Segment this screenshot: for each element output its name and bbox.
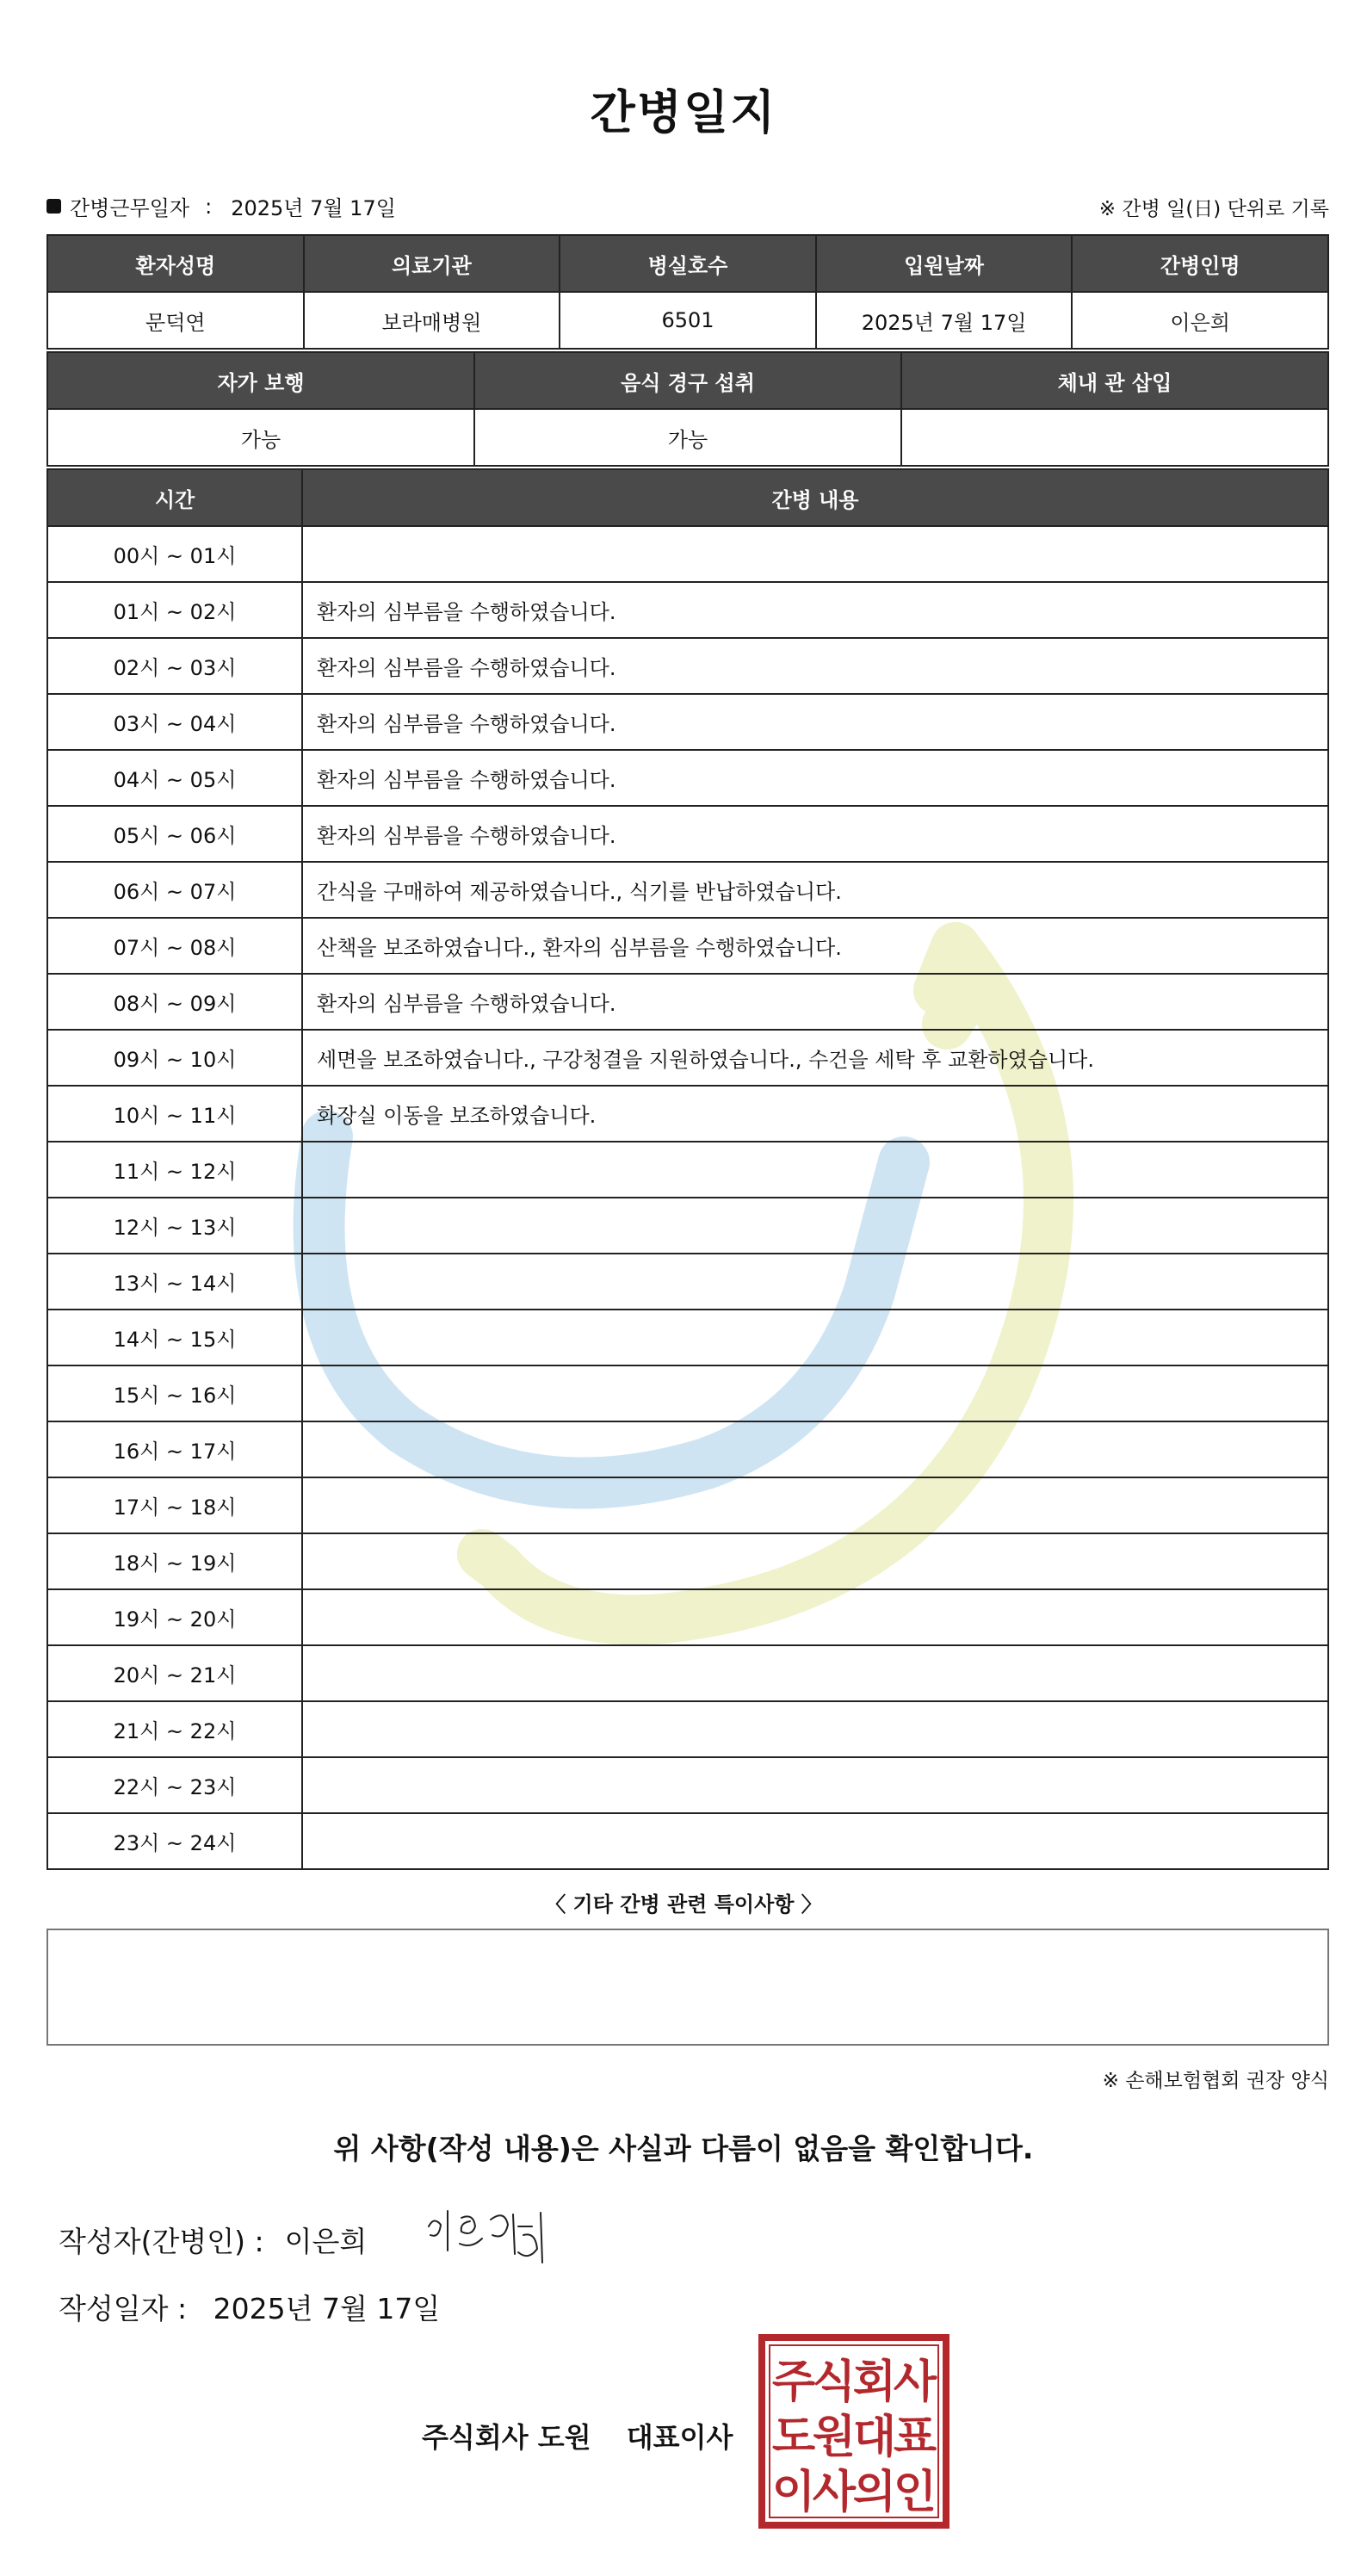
seal-character: 표 [893,2412,937,2463]
seal-character: 주 [771,2356,816,2408]
time-slot: 18시 ~ 19시 [47,1533,302,1589]
time-slot: 12시 ~ 13시 [47,1198,302,1254]
patient-status-table [46,351,1329,467]
time-slot: 21시 ~ 22시 [47,1701,302,1757]
header-care-content: 간병 내용 [302,469,1328,526]
company-title: 대표이사 [626,2421,733,2454]
care-content: 환자의 심부름을 수행하였습니다. [302,582,1328,638]
writer-name: 이은희 [284,2225,368,2258]
table-row [47,1645,1328,1701]
seal-character: 회 [852,2356,897,2408]
table-row [47,1030,1328,1086]
care-content: 화장실 이동을 보조하였습니다. [302,1086,1328,1142]
work-date-colon: : [205,194,213,219]
table-row [47,806,1328,862]
table-row [47,638,1328,694]
seal-character: 이 [771,2467,816,2518]
table-row [47,974,1328,1030]
square-bullet-icon [46,199,61,214]
care-content [302,1477,1328,1533]
care-content [302,1198,1328,1254]
seal-character: 사 [812,2467,857,2518]
time-slot: 19시 ~ 20시 [47,1589,302,1645]
table-row [47,1533,1328,1589]
room-number: 6501 [560,292,816,349]
special-notes-box [46,1929,1329,2046]
time-slot: 05시 ~ 06시 [47,806,302,862]
header-caregiver: 간병인명 [1072,235,1328,292]
table-row [47,1365,1328,1421]
form-note: ※ 손해보험협회 권장 양식 [1102,2070,1329,2092]
time-slot: 15시 ~ 16시 [47,1365,302,1421]
seal-character: 사 [893,2356,937,2408]
work-date [46,191,396,221]
care-content [302,1589,1328,1645]
care-content: 산책을 보조하였습니다., 환자의 심부름을 수행하였습니다. [302,918,1328,974]
table-row [47,918,1328,974]
care-content: 환자의 심부름을 수행하였습니다. [302,750,1328,806]
company-line [422,2416,733,2455]
time-slot: 02시 ~ 03시 [47,638,302,694]
time-slot: 16시 ~ 17시 [47,1421,302,1477]
care-log-table [46,468,1329,1870]
writer-label: 작성자(간병인) : [59,2225,264,2258]
table-row [47,1310,1328,1365]
seal-character: 인 [893,2467,937,2518]
time-slot: 22시 ~ 23시 [47,1757,302,1813]
care-content: 간식을 구매하여 제공하였습니다., 식기를 반납하였습니다. [302,862,1328,918]
writer-line [59,2220,367,2260]
header-self-walking: 자가 보행 [47,352,474,409]
written-date-value: 2025년 7월 17일 [213,2292,441,2325]
oral-intake-value: 가능 [474,409,901,466]
table-row [47,582,1328,638]
time-slot: 08시 ~ 09시 [47,974,302,1030]
time-slot: 03시 ~ 04시 [47,694,302,750]
page-title: 간병일지 [590,85,777,139]
hospital-name: 보라매병원 [304,292,560,349]
seal-character: 도 [771,2412,816,2463]
patient-name: 문덕연 [47,292,304,349]
table-row [47,1421,1328,1477]
time-slot: 20시 ~ 21시 [47,1645,302,1701]
time-slot: 17시 ~ 18시 [47,1477,302,1533]
confirmation-statement: 위 사항(작성 내용)은 사실과 다름이 없음을 확인합니다. [333,2132,1034,2165]
table-row [47,862,1328,918]
care-content: 세면을 보조하였습니다., 구강청결을 지원하였습니다., 수건을 세탁 후 교환하였습니다. [302,1030,1328,1086]
unit-note: ※ 간병 일(日) 단위로 기록 [1098,198,1329,220]
care-content [302,526,1328,582]
time-slot: 07시 ~ 08시 [47,918,302,974]
care-content [302,1365,1328,1421]
care-content [302,1142,1328,1198]
seal-character: 의 [852,2467,897,2518]
table-row [47,1142,1328,1198]
time-slot: 23시 ~ 24시 [47,1813,302,1869]
care-content [302,1310,1328,1365]
table-row [47,1477,1328,1533]
table-row [47,694,1328,750]
table-row [47,1198,1328,1254]
care-log-header-row [47,469,1328,526]
admission-date: 2025년 7월 17일 [816,292,1073,349]
table-row [47,1254,1328,1310]
header-admission-date: 입원날짜 [816,235,1073,292]
written-date-label: 작성일자 : [59,2292,188,2325]
time-slot: 04시 ~ 05시 [47,750,302,806]
header-room: 병실호수 [560,235,816,292]
work-date-value: 2025년 7월 17일 [231,196,396,220]
table-row [47,750,1328,806]
status-header-row [47,352,1328,409]
written-date-line [59,2287,440,2327]
time-slot: 00시 ~ 01시 [47,526,302,582]
tube-insertion-value [901,409,1328,466]
time-slot: 01시 ~ 02시 [47,582,302,638]
seal-character: 대 [852,2412,897,2463]
time-slot: 14시 ~ 15시 [47,1310,302,1365]
care-content [302,1533,1328,1589]
header-tube-insertion: 체내 관 삽입 [901,352,1328,409]
table-row [47,1813,1328,1869]
care-content [302,1701,1328,1757]
time-slot: 06시 ~ 07시 [47,862,302,918]
patient-info-header-row [47,235,1328,292]
care-content [302,1645,1328,1701]
care-content [302,1757,1328,1813]
table-row [47,1086,1328,1142]
patient-info-table [46,234,1329,350]
status-value-row [47,409,1328,466]
company-seal-stamp [758,2333,950,2530]
header-hospital: 의료기관 [304,235,560,292]
care-content [302,1813,1328,1869]
caregiver-name: 이은희 [1072,292,1328,349]
table-row [47,1589,1328,1645]
table-row [47,526,1328,582]
care-content [302,1421,1328,1477]
company-name: 주식회사 도원 [422,2421,591,2454]
time-slot: 11시 ~ 12시 [47,1142,302,1198]
time-slot: 13시 ~ 14시 [47,1254,302,1310]
special-notes-title: 〈 기타 간병 관련 특이사항 〉 [545,1892,822,1917]
patient-info-value-row [47,292,1328,349]
care-content: 환자의 심부름을 수행하였습니다. [302,806,1328,862]
time-slot: 09시 ~ 10시 [47,1030,302,1086]
care-content: 환자의 심부름을 수행하였습니다. [302,694,1328,750]
seal-character: 식 [812,2356,857,2408]
header-oral-intake: 음식 경구 섭취 [474,352,901,409]
header-time: 시간 [47,469,302,526]
handwritten-signature [422,2201,551,2269]
work-date-label: 간병근무일자 [70,196,190,220]
care-content [302,1254,1328,1310]
table-row [47,1701,1328,1757]
self-walking-value: 가능 [47,409,474,466]
seal-character: 원 [812,2412,857,2463]
header-patient-name: 환자성명 [47,235,304,292]
care-content: 환자의 심부름을 수행하였습니다. [302,974,1328,1030]
care-content: 환자의 심부름을 수행하였습니다. [302,638,1328,694]
table-row [47,1757,1328,1813]
time-slot: 10시 ~ 11시 [47,1086,302,1142]
